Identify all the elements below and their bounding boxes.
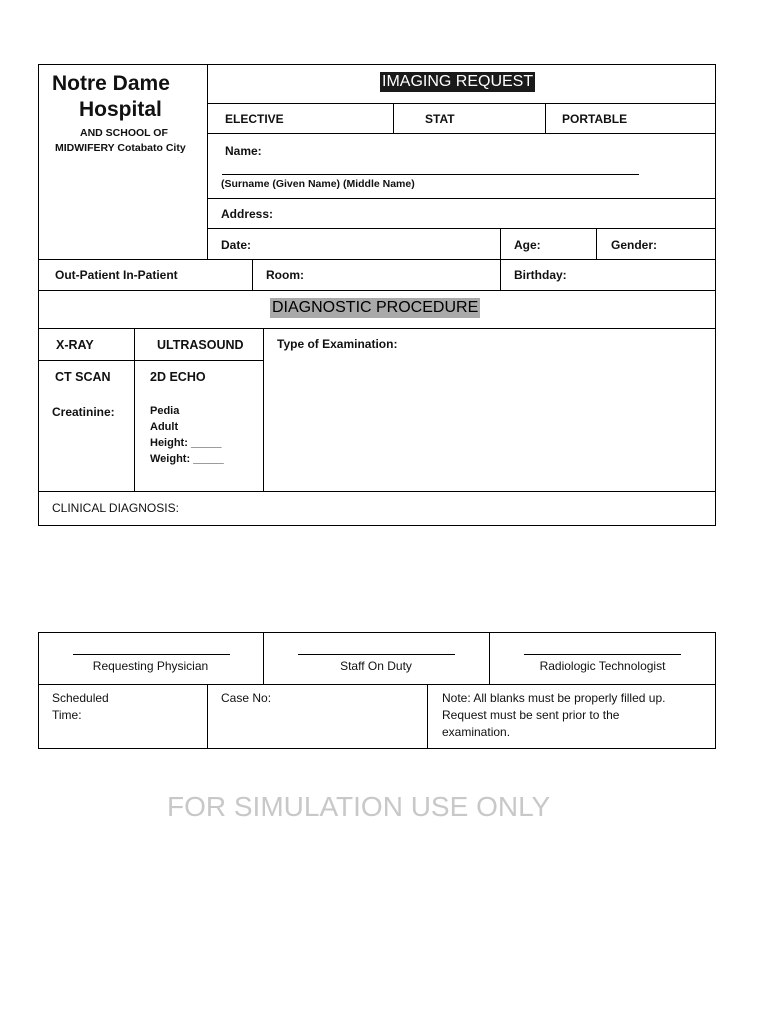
hospital-sub-line1: AND SCHOOL OF [80,127,168,139]
divider [38,259,716,260]
name-field[interactable] [222,174,639,175]
priority-portable[interactable]: PORTABLE [562,112,628,126]
divider [263,632,264,684]
divider [252,259,253,290]
procedure-title: DIAGNOSTIC PROCEDURE [272,299,479,316]
divider [207,198,716,199]
adult-option[interactable]: Adult [150,421,179,433]
divider [545,103,546,133]
staff-on-duty-label: Staff On Duty [340,659,412,673]
divider [596,228,597,259]
hospital-name-line1: Notre Dame [52,72,170,95]
weight-field[interactable]: Weight: _____ [150,453,224,465]
room-label[interactable]: Room: [266,268,304,282]
staff-signature-line[interactable] [298,654,455,655]
height-field[interactable]: Height: _____ [150,437,222,449]
form-title: IMAGING REQUEST [382,73,534,90]
ct-scan-option[interactable]: CT SCAN [55,370,111,384]
clinical-diagnosis-label[interactable]: CLINICAL DIAGNOSIS: [52,501,179,515]
divider [207,103,716,104]
address-label[interactable]: Address: [221,207,274,221]
patient-type-label[interactable]: Out-Patient In-Patient [55,268,178,282]
divider [38,684,716,685]
scheduled-time-label[interactable] [52,690,109,724]
radiologic-technologist-label: Radiologic Technologist [539,659,666,673]
priority-stat[interactable]: STAT [425,112,455,126]
note-line1: Note: All blanks must be properly filled up. [442,691,666,705]
divider [134,328,135,491]
priority-elective[interactable]: ELECTIVE [225,112,284,126]
divider [263,328,264,491]
divider [38,290,716,291]
note-line3: examination. [442,725,511,739]
divider [207,228,716,229]
divider [393,103,394,133]
divider [38,491,716,492]
name-label: Name: [225,144,262,158]
gender-label[interactable]: Gender: [611,238,658,252]
divider [427,684,428,749]
pedia-option[interactable]: Pedia [150,405,180,417]
creatinine-label[interactable]: Creatinine: [52,405,115,419]
hospital-sub-line2: MIDWIFERY Cotabato City [55,142,186,154]
divider [489,632,490,684]
physician-signature-line[interactable] [73,654,230,655]
birthday-label[interactable]: Birthday: [514,268,567,282]
requesting-physician-label: Requesting Physician [92,659,209,673]
technologist-signature-line[interactable] [524,654,681,655]
case-no-label[interactable]: Case No: [221,691,272,705]
hospital-name-line2: Hospital [79,98,162,121]
filling-note [442,690,665,741]
name-hint: (Surname (Given Name) (Middle Name) [221,178,415,190]
note-line2: Request must be sent prior to the [442,708,620,722]
age-label[interactable]: Age: [514,238,541,252]
divider [207,64,208,260]
ultrasound-option[interactable]: ULTRASOUND [157,338,244,352]
divider [38,360,263,361]
divider [38,328,716,329]
divider [207,684,208,749]
simulation-watermark: FOR SIMULATION USE ONLY [167,791,551,822]
xray-option[interactable]: X-RAY [56,338,94,352]
echo-option[interactable]: 2D ECHO [150,370,206,384]
date-label[interactable]: Date: [221,238,252,252]
exam-type-label[interactable]: Type of Examination: [277,337,398,351]
scheduled-line2: Time: [52,708,82,722]
scheduled-line1: Scheduled [52,691,109,705]
divider [207,133,716,134]
